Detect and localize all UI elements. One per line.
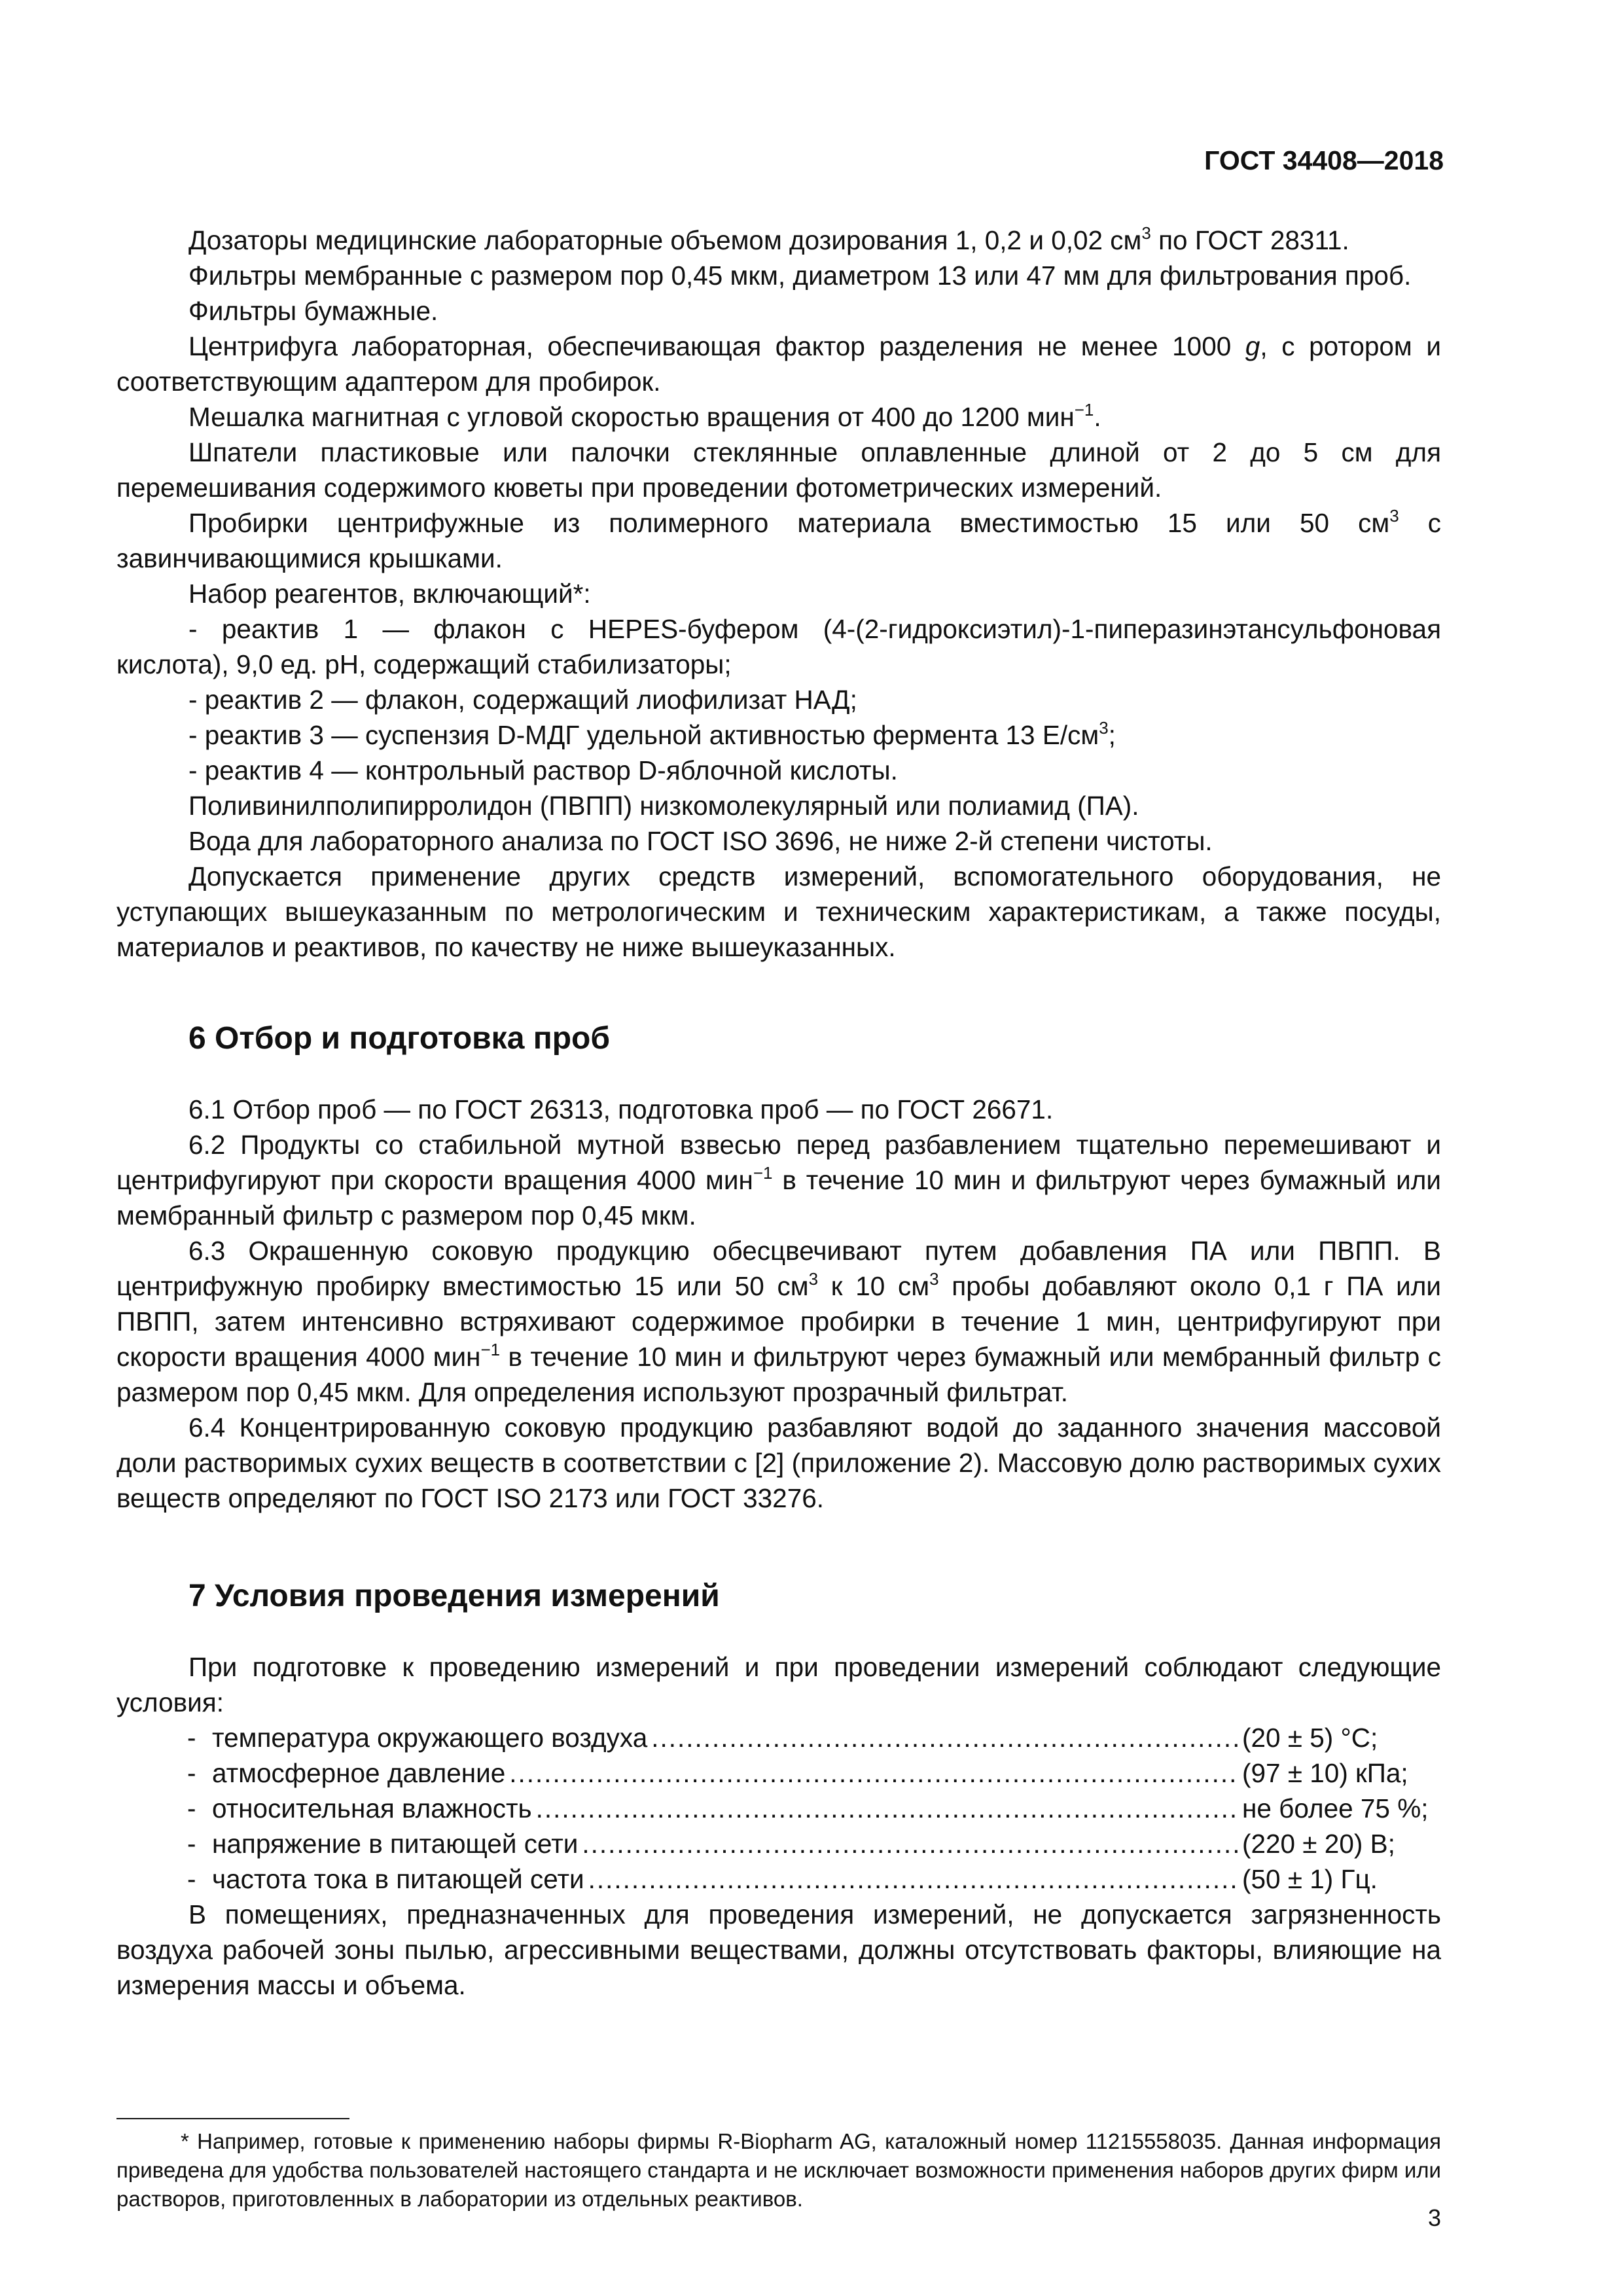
condition-temperature: - температура окружающего воздуха ..... (20 ± 5) °С; (116, 1720, 1441, 1755)
paragraph-7-premises: В помещениях, предназначенных для проведения измерений, не допускается загрязненность воздуха рабочей зоны пылью, агрессивными веществами, должны отсутствовать факторы, влияющие на измерения массы и объема. (116, 1899, 1441, 2000)
paragraph-6-4: 6.4 Концентрированную соковую продукцию разбавляют водой до заданного значения массовой доли растворимых сухих веществ в соответствии с [2] (приложение 2). Массовую долю растворимых сухих веществ определяют по ГОСТ ISO 2173 или ГОСТ 33276. (116, 1412, 1441, 1513)
condition-voltage: - напряжение в питающей сети ..... (220 ± 20) В; (116, 1826, 1441, 1861)
footnote-divider (116, 2118, 349, 2119)
paragraph-pvpp: Поливинилполипирролидон (ПВПП) низкомолекулярный или полиамид (ПА). (188, 791, 1139, 821)
footnote-text: * Например, готовые к применению наборы фирмы R-Biopharm AG, каталожный номер 11215558035. Данная информация приведена для удобства пользователей настоящего стандарта и не исключает возможности применения наборов других фирм или растворов, приготовленных в лаборатории из отдельных реактивов. (116, 2129, 1441, 2211)
standard-header: ГОСТ 34408—2018 (1204, 145, 1444, 175)
paragraph-membrane-filters: Фильтры мембранные с размером пор 0,45 мкм, диаметром 13 или 47 мм для фильтрования проб. (188, 260, 1412, 291)
paragraph-7-intro: При подготовке к проведению измерений и при проведении измерений соблюдают следующие условия: (116, 1652, 1441, 1717)
paragraph-stirrer: Мешалка магнитная с угловой скоростью вращения от 400 до 1200 мин$^{-1}$. (188, 399, 1101, 432)
condition-pressure: - атмосферное давление ..... (97 ± 10) кПа; (116, 1755, 1441, 1791)
paragraph-centrifuge: Центрифуга лабораторная, обеспечивающая фактор разделения не менее 1000 g, с ротором и соответствующим адаптером для пробирок. (116, 331, 1441, 397)
paragraph-6-2: 6.2 Продукты со стабильной мутной взвесью перед разбавлением тщательно перемешивают и центрифугируют при скорости вращения 4000 мин$^{-1}$ в течение 10 мин и фильтруют через бумажный или мембранный фильтр с размером пор 0,45 мкм. (116, 1130, 1441, 1230)
paragraph-paper-filters: Фильтры бумажные. (188, 296, 438, 326)
main-content (116, 223, 1441, 2003)
paragraph-spatulas: Шпатели пластиковые или палочки стеклянные оплавленные длиной от 2 до 5 см для перемешивания содержимого кюветы при проведении фотометрических измерений. (116, 437, 1441, 503)
paragraph-dispensers: Дозаторы медицинские лабораторные объемом дозирования 1, 0,2 и 0,02 $см^3$ по ГОСТ 28311. (188, 223, 1349, 255)
paragraph-reagent-kit: Набор реагентов, включающий*: (188, 579, 591, 609)
list-item-reagent-4: - реактив 4 — контрольный раствор D-яблочной кислоты. (188, 755, 898, 785)
list-item-reagent-1: - реактив 1 — флакон с HEPES-буфером (4-(2-гидроксиэтил)-1-пиперазинэтансульфоновая кислота), 9,0 ед. pH, содержащий стабилизаторы; (116, 614, 1441, 679)
paragraph-6-3: 6.3 Окрашенную соковую продукцию обесцвечивают путем добавления ПА или ПВПП. В центрифужную пробирку вместимостью 15 или 50 $см^3$ к 10 $см^3$ пробы добавляют около 0,1 г ПА или ПВПП, затем интенсивно встряхивают содержимое пробирки в течение 1 мин, центрифугируют при скорости вращения 4000 мин$^{-1}$ в течение 10 мин и фильтруют через бумажный или мембранный фильтр с размером пор 0,45 мкм. Для определения используют прозрачный фильтрат. (116, 1236, 1441, 1407)
section-7-title: 7 Условия проведения измерений (188, 1579, 720, 1613)
condition-frequency: - частота тока в питающей сети ..... (50 ± 1) Гц. (116, 1861, 1441, 1897)
paragraph-tubes: Пробирки центрифужные из полимерного материала вместимостью 15 или 50 $см^3$ с завинчивающимися крышками. (116, 505, 1441, 573)
list-item-reagent-2: - реактив 2 — флакон, содержащий лиофилизат НАД; (188, 685, 857, 715)
paragraph-alternatives: Допускается применение других средств измерений, вспомогательного оборудования, не уступающих вышеуказанным по метрологическим и техническим характеристикам, а также посуды, материалов и реактивов, по качеству не ниже вышеуказанных. (116, 861, 1441, 962)
list-item-reagent-3: - реактив 3 — суспензия D-МДГ удельной активностью фермента 13 $Е/см^3$; (188, 717, 1116, 750)
section-6-title: 6 Отбор и подготовка проб (188, 1021, 611, 1056)
paragraph-6-1: 6.1 Отбор проб — по ГОСТ 26313, подготовка проб — по ГОСТ 26671. (188, 1094, 1054, 1124)
footnote (116, 2127, 1441, 2214)
page-number: 3 (1427, 2204, 1441, 2231)
paragraph-water: Вода для лабораторного анализа по ГОСТ ISO 3696, не ниже 2-й степени чистоты. (188, 826, 1213, 856)
condition-humidity: - относительная влажность ..... не более 75 %; (116, 1791, 1441, 1826)
